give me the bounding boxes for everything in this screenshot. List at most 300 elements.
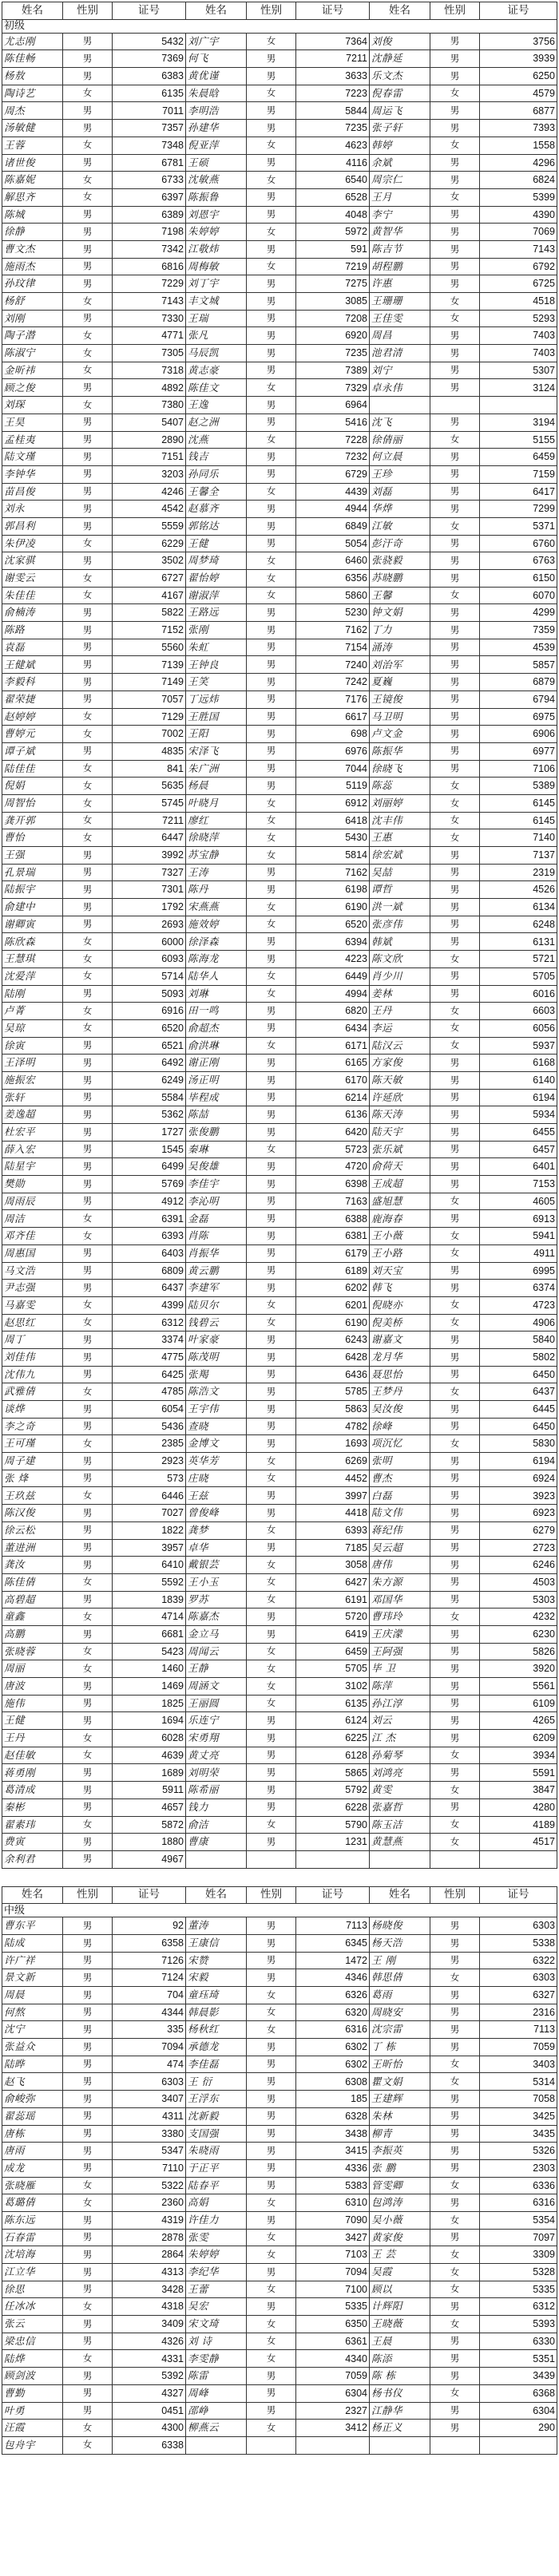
gender-cell: 男 <box>63 449 113 466</box>
table-row <box>2 639 557 656</box>
gender-cell: 男 <box>247 240 296 258</box>
cert-cell: 6303 <box>480 1969 557 1987</box>
table-row <box>2 2056 557 2073</box>
cert-cell <box>480 1850 557 1868</box>
cert-cell: 6425 <box>113 1366 186 1383</box>
table-row <box>2 1987 557 2004</box>
gender-cell: 男 <box>247 2177 296 2194</box>
gender-cell: 男 <box>430 345 480 362</box>
name-cell: 王胜国 <box>186 708 247 726</box>
cert-cell: 6202 <box>296 1280 370 1297</box>
gender-cell: 男 <box>247 1730 296 1747</box>
gender-cell: 女 <box>430 1193 480 1210</box>
gender-cell: 女 <box>430 85 480 102</box>
name-cell: 倪亚萍 <box>186 137 247 154</box>
name-cell: 周丽 <box>2 1660 63 1678</box>
gender-cell: 男 <box>63 639 113 656</box>
gender-cell: 女 <box>430 2056 480 2073</box>
cert-cell: 6124 <box>296 1712 370 1730</box>
gender-cell: 男 <box>63 604 113 622</box>
name-cell: 沈飞 <box>370 414 430 431</box>
name-cell: 赵之洲 <box>186 414 247 431</box>
name-cell: 王小薇 <box>370 1228 430 1245</box>
cert-cell: 7152 <box>113 622 186 639</box>
col-cert: 证号 <box>113 1886 186 1904</box>
cert-cell: 4327 <box>113 2384 186 2402</box>
table-row <box>2 2194 557 2212</box>
cert-cell: 2723 <box>480 1539 557 1557</box>
name-cell: 江立华 <box>2 2264 63 2281</box>
name-cell: 陆文伟 <box>370 1505 430 1522</box>
gender-cell: 男 <box>247 1383 296 1401</box>
cert-cell: 6179 <box>296 1244 370 1262</box>
gender-cell: 男 <box>430 899 480 916</box>
col-gender: 性别 <box>247 2 296 20</box>
cert-cell: 6763 <box>480 552 557 570</box>
cert-cell: 5865 <box>296 1764 370 1782</box>
name-cell: 李之奇 <box>2 1418 63 1435</box>
col-name: 姓名 <box>186 1886 247 1904</box>
name-cell: 袁磊 <box>2 639 63 656</box>
name-cell: 刘广宇 <box>186 33 247 50</box>
cert-cell: 6368 <box>480 2384 557 2402</box>
gender-cell: 男 <box>63 1453 113 1470</box>
cert-cell: 7059 <box>480 2039 557 2056</box>
name-cell: 尹志强 <box>2 1280 63 1297</box>
name-cell: 吴宏 <box>186 2298 247 2316</box>
name-cell: 朱婷婷 <box>186 2246 247 2264</box>
cert-cell: 6520 <box>296 916 370 933</box>
gender-cell: 男 <box>247 1539 296 1557</box>
name-cell: 吴云超 <box>370 1539 430 1557</box>
cert-cell: 7143 <box>113 293 186 311</box>
table-row <box>2 1850 557 1868</box>
cert-cell: 0451 <box>113 2402 186 2420</box>
cert-cell: 5941 <box>480 1228 557 1245</box>
cert-cell: 3439 <box>480 2368 557 2385</box>
cert-cell: 4911 <box>480 1244 557 1262</box>
name-cell: 陆华人 <box>186 967 247 985</box>
gender-cell: 男 <box>430 2091 480 2108</box>
gender-cell: 女 <box>63 1435 113 1453</box>
table-row <box>2 1712 557 1730</box>
gender-cell: 男 <box>430 449 480 466</box>
cert-cell: 6725 <box>480 275 557 293</box>
name-cell: 徐峰 <box>370 1418 430 1435</box>
table-row <box>2 414 557 431</box>
table-row <box>2 2211 557 2229</box>
gender-cell: 女 <box>63 2177 113 2194</box>
cert-cell: 6201 <box>296 1296 370 1314</box>
name-cell: 高鹏 <box>2 1625 63 1643</box>
gender-cell: 女 <box>63 812 113 829</box>
table-row <box>2 2316 557 2333</box>
table-row <box>2 1366 557 1383</box>
cert-cell: 5840 <box>480 1332 557 1349</box>
cert-cell: 4518 <box>480 293 557 311</box>
cert-cell: 4906 <box>480 1314 557 1332</box>
gender-cell: 男 <box>63 1244 113 1262</box>
cert-cell: 6388 <box>296 1210 370 1228</box>
cert-cell: 4657 <box>113 1798 186 1816</box>
cert-cell: 6243 <box>296 1332 370 1349</box>
cert-cell: 5351 <box>480 2350 557 2368</box>
name-cell: 朱晓雨 <box>186 2143 247 2160</box>
table-row <box>2 2073 557 2091</box>
cert-cell: 6401 <box>480 1158 557 1176</box>
table-row <box>2 501 557 518</box>
cert-cell: 5347 <box>113 2143 186 2160</box>
table-row <box>2 2246 557 2264</box>
name-cell: 卢文金 <box>370 726 430 743</box>
name-cell: 王 芸 <box>370 2246 430 2264</box>
cert-cell: 4418 <box>296 1505 370 1522</box>
gender-cell: 女 <box>430 951 480 968</box>
gender-cell: 男 <box>430 240 480 258</box>
cert-cell: 6393 <box>296 1521 370 1539</box>
name-cell: 李佳宇 <box>186 1176 247 1193</box>
cert-cell: 7330 <box>113 310 186 327</box>
gender-cell: 女 <box>430 1609 480 1626</box>
name-cell: 朱方源 <box>370 1573 430 1591</box>
gender-cell: 男 <box>247 154 296 172</box>
gender-cell: 女 <box>430 2073 480 2091</box>
name-cell: 徐云松 <box>2 1521 63 1539</box>
cert-cell: 1825 <box>113 1695 186 1712</box>
name-cell: 周子建 <box>2 1453 63 1470</box>
gender-cell: 男 <box>247 604 296 622</box>
cert-cell: 6134 <box>480 899 557 916</box>
cert-cell: 6056 <box>480 1019 557 1037</box>
name-cell: 王兹 <box>186 1487 247 1505</box>
gender-cell: 男 <box>430 1262 480 1280</box>
gender-cell: 男 <box>63 847 113 865</box>
gender-cell: 男 <box>247 1969 296 1987</box>
name-cell: 陈佳倩 <box>2 1573 63 1591</box>
cert-cell: 1880 <box>113 1834 186 1851</box>
table-row <box>2 1798 557 1816</box>
cert-cell: 7106 <box>480 760 557 778</box>
name-cell: 陈希丽 <box>186 1782 247 1799</box>
cert-cell: 6145 <box>480 794 557 812</box>
cert-cell: 6455 <box>480 1124 557 1142</box>
name-cell: 韩婷 <box>370 137 430 154</box>
name-cell: 王康信 <box>186 1934 247 1952</box>
gender-cell: 男 <box>247 778 296 795</box>
name-cell: 倪春雷 <box>370 85 430 102</box>
cert-cell: 6304 <box>480 2402 557 2420</box>
table-row <box>2 154 557 172</box>
table-row <box>2 674 557 691</box>
table-row <box>2 1521 557 1539</box>
name-cell: 谢雯云 <box>2 570 63 588</box>
name-cell: 肖振华 <box>186 1244 247 1262</box>
cert-cell: 7211 <box>296 50 370 68</box>
gender-cell: 男 <box>247 397 296 414</box>
gender-cell: 男 <box>430 2402 480 2420</box>
cert-cell: 3997 <box>296 1487 370 1505</box>
gender-cell: 女 <box>63 1573 113 1591</box>
cert-cell: 6356 <box>296 570 370 588</box>
table-row <box>2 1573 557 1591</box>
gender-cell: 男 <box>430 1158 480 1176</box>
name-cell: 陈城 <box>2 206 63 224</box>
name-cell: 杨舒 <box>2 293 63 311</box>
cert-cell: 5822 <box>113 604 186 622</box>
gender-cell: 女 <box>247 587 296 604</box>
name-cell: 王丽圆 <box>186 1695 247 1712</box>
gender-cell: 男 <box>63 1262 113 1280</box>
primary-body <box>2 19 557 1868</box>
name-cell: 陈喆 <box>186 1106 247 1124</box>
gender-cell: 男 <box>63 656 113 674</box>
gender-cell: 男 <box>430 1401 480 1419</box>
cert-cell: 4526 <box>480 881 557 899</box>
cert-cell: 5416 <box>296 414 370 431</box>
col-cert: 证号 <box>480 2 557 20</box>
gender-cell: 男 <box>63 552 113 570</box>
cert-cell: 6427 <box>296 1573 370 1591</box>
name-cell: 洪一斌 <box>370 899 430 916</box>
name-cell: 黄慧燕 <box>370 1834 430 1851</box>
name-cell: 沈敏燕 <box>186 172 247 189</box>
cert-cell: 6760 <box>480 535 557 552</box>
gender-cell: 男 <box>247 414 296 431</box>
name-cell: 王昕怡 <box>370 2056 430 2073</box>
gender-cell: 男 <box>430 1106 480 1124</box>
gender-cell: 男 <box>430 985 480 1003</box>
gender-cell: 男 <box>430 2420 480 2437</box>
name-cell: 杨晨 <box>186 778 247 795</box>
cert-cell: 6521 <box>113 1037 186 1055</box>
table-row <box>2 2021 557 2039</box>
gender-cell: 男 <box>247 1625 296 1643</box>
cert-cell: 5745 <box>113 794 186 812</box>
gender-cell: 男 <box>430 414 480 431</box>
gender-cell: 男 <box>63 2125 113 2143</box>
cert-cell: 6322 <box>480 1952 557 1969</box>
cert-cell: 7208 <box>296 310 370 327</box>
gender-cell: 男 <box>63 2333 113 2350</box>
cert-cell: 4605 <box>480 1193 557 1210</box>
table-row <box>2 1453 557 1470</box>
cert-cell: 7090 <box>296 2211 370 2229</box>
name-cell: 施伟 <box>2 1695 63 1712</box>
name-cell: 翟蕊瑶 <box>2 2107 63 2125</box>
name-cell: 丁远炜 <box>186 690 247 708</box>
table-row <box>2 899 557 916</box>
name-cell: 陈欣森 <box>2 933 63 951</box>
cert-cell: 7275 <box>296 275 370 293</box>
name-cell: 徐思 <box>2 2281 63 2298</box>
gender-cell: 男 <box>430 1487 480 1505</box>
gender-cell: 女 <box>430 2384 480 2402</box>
gender-cell: 女 <box>63 327 113 345</box>
cert-cell: 5785 <box>296 1383 370 1401</box>
cert-cell: 4390 <box>480 206 557 224</box>
gender-cell: 男 <box>247 327 296 345</box>
name-cell: 沈新毅 <box>186 2107 247 2125</box>
name-cell: 刘佳伟 <box>2 1348 63 1366</box>
name-cell: 张明 <box>370 1453 430 1470</box>
cert-cell: 4994 <box>296 985 370 1003</box>
cert-cell: 6194 <box>480 1089 557 1106</box>
name-cell: 龚汝 <box>2 1557 63 1574</box>
gender-cell: 男 <box>63 517 113 535</box>
cert-cell: 6436 <box>296 1366 370 1383</box>
name-cell: 沈静延 <box>370 50 430 68</box>
name-cell: 杨天浩 <box>370 1934 430 1952</box>
cert-cell: 5326 <box>480 2143 557 2160</box>
name-cell: 周晓安 <box>370 2004 430 2021</box>
name-cell: 郭铭达 <box>186 517 247 535</box>
cert-cell: 6135 <box>296 1695 370 1712</box>
name-cell: 谭哲 <box>370 881 430 899</box>
name-cell: 叶晓月 <box>186 794 247 812</box>
table-row <box>2 397 557 414</box>
name-cell: 陈茂明 <box>186 1348 247 1366</box>
cert-cell: 4782 <box>296 1418 370 1435</box>
table-row <box>2 1952 557 1969</box>
cert-cell: 7185 <box>296 1539 370 1557</box>
name-cell: 宋毅 <box>186 1969 247 1987</box>
gender-cell: 男 <box>63 465 113 483</box>
name-cell: 黄雯 <box>370 1782 430 1799</box>
cert-cell: 5335 <box>480 2281 557 2298</box>
gender-cell: 女 <box>63 1210 113 1228</box>
name-cell: 陈蕊 <box>370 778 430 795</box>
name-cell: 葛雨 <box>370 1987 430 2004</box>
cert-cell: 5714 <box>113 967 186 985</box>
name-cell: 唐雨 <box>2 2143 63 2160</box>
name-cell: 马文浩 <box>2 1262 63 1280</box>
cert-cell: 5328 <box>480 2264 557 2281</box>
cert-cell: 4246 <box>113 483 186 501</box>
level-row <box>2 1904 557 1917</box>
name-cell: 周晨 <box>2 1987 63 2004</box>
table-row <box>2 2402 557 2420</box>
cert-cell: 7229 <box>113 275 186 293</box>
gender-cell: 男 <box>63 258 113 275</box>
gender-cell: 女 <box>63 708 113 726</box>
col-name: 姓名 <box>370 2 430 20</box>
name-cell: 杨正义 <box>370 2420 430 2437</box>
cert-cell: 6916 <box>113 1003 186 1020</box>
gender-cell: 女 <box>247 1591 296 1609</box>
table-row <box>2 258 557 275</box>
cert-cell: 6170 <box>296 1071 370 1089</box>
cert-cell: 6792 <box>480 258 557 275</box>
gender-cell: 女 <box>247 1314 296 1332</box>
gender-cell: 女 <box>247 1453 296 1470</box>
name-cell: 王静 <box>186 1660 247 1678</box>
table-row <box>2 933 557 951</box>
gender-cell: 女 <box>63 1296 113 1314</box>
name-cell: 施振宏 <box>2 1071 63 1089</box>
name-cell: 陶诗艺 <box>2 85 63 102</box>
cert-cell: 6228 <box>296 1798 370 1816</box>
cert-cell: 7389 <box>296 362 370 379</box>
cert-cell: 3427 <box>296 2229 370 2246</box>
cert-cell: 573 <box>113 1470 186 1487</box>
table-row <box>2 2281 557 2298</box>
cert-cell: 4326 <box>113 2333 186 2350</box>
gender-cell: 男 <box>63 414 113 431</box>
name-cell: 张云 <box>2 2316 63 2333</box>
cert-cell: 4344 <box>113 2004 186 2021</box>
name-cell: 张俊鹏 <box>186 1124 247 1142</box>
name-cell: 尤志刚 <box>2 33 63 50</box>
name-cell: 石春雷 <box>2 2229 63 2246</box>
cert-cell: 4517 <box>480 1834 557 1851</box>
name-cell: 王惠 <box>370 829 430 847</box>
intermediate-roster-table <box>2 1886 557 2455</box>
cert-cell: 4503 <box>480 1573 557 1591</box>
cert-cell: 5338 <box>480 1934 557 1952</box>
gender-cell: 男 <box>430 933 480 951</box>
table-row <box>2 206 557 224</box>
gender-cell: 男 <box>430 154 480 172</box>
gender-cell: 女 <box>247 2021 296 2039</box>
name-cell: 李振英 <box>370 2143 430 2160</box>
name-cell: 黄志豪 <box>186 362 247 379</box>
cert-cell: 6303 <box>113 2073 186 2091</box>
name-cell: 任冰冰 <box>2 2298 63 2316</box>
cert-cell: 6733 <box>113 172 186 189</box>
cert-cell: 3407 <box>113 2091 186 2108</box>
name-cell: 余斌 <box>370 154 430 172</box>
level-row <box>2 19 557 33</box>
gender-cell: 女 <box>247 2229 296 2246</box>
gender-cell: 男 <box>430 2039 480 2056</box>
table-row <box>2 379 557 397</box>
gender-cell: 女 <box>430 1228 480 1245</box>
cert-cell: 7235 <box>296 345 370 362</box>
gender-cell: 男 <box>247 690 296 708</box>
cert-cell: 6794 <box>480 690 557 708</box>
gender-cell: 女 <box>430 1244 480 1262</box>
name-cell: 韩思倩 <box>370 1969 430 1987</box>
cert-cell: 1689 <box>113 1764 186 1782</box>
cert-cell: 5720 <box>296 1609 370 1626</box>
cert-cell: 6070 <box>480 587 557 604</box>
cert-cell: 6269 <box>296 1453 370 1470</box>
gender-cell: 女 <box>247 224 296 241</box>
table-row <box>2 742 557 760</box>
gender-cell: 男 <box>430 1764 480 1782</box>
gender-cell: 女 <box>430 1037 480 1055</box>
cert-cell: 7113 <box>480 2021 557 2039</box>
gender-cell: 男 <box>247 68 296 85</box>
gender-cell: 女 <box>63 1660 113 1678</box>
cert-cell: 4579 <box>480 85 557 102</box>
table-row <box>2 656 557 674</box>
name-cell: 叶勇 <box>2 2402 63 2420</box>
cert-cell: 2385 <box>113 1435 186 1453</box>
cert-cell: 6350 <box>296 2316 370 2333</box>
cert-cell: 6434 <box>296 1019 370 1037</box>
name-cell <box>370 2436 430 2454</box>
gender-cell: 男 <box>63 1106 113 1124</box>
gender-cell: 女 <box>63 1228 113 1245</box>
cert-cell: 5814 <box>296 847 370 865</box>
cert-cell: 5155 <box>480 431 557 449</box>
name-cell: 马嘉雯 <box>2 1296 63 1314</box>
cert-cell: 1545 <box>113 1141 186 1158</box>
cert-cell: 7002 <box>113 726 186 743</box>
name-cell: 童鑫 <box>2 1609 63 1626</box>
cert-cell: 7110 <box>113 2159 186 2177</box>
